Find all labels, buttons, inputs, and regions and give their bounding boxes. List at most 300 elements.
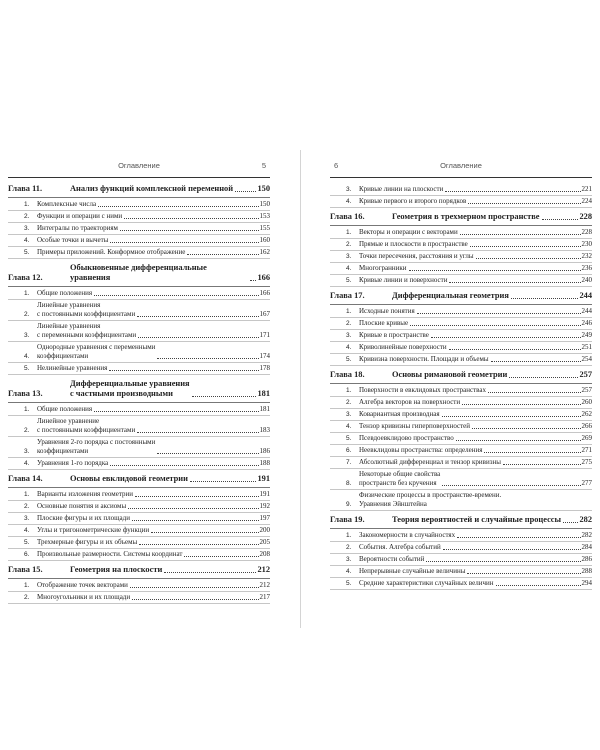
section-page: 286 (581, 555, 592, 563)
toc-chapter (8, 565, 270, 604)
section-number: 8. (346, 480, 352, 487)
chapter-heading[interactable] (330, 212, 592, 222)
toc-entry[interactable] (8, 416, 270, 437)
section-page: 228 (581, 228, 592, 236)
section-number: 5. (346, 580, 352, 587)
chapter-title: Дифференциальная геометрия (392, 291, 509, 300)
section-title: Комплексные числа (37, 200, 97, 208)
section-number: 6. (346, 447, 352, 454)
section-number: 9. (346, 501, 352, 508)
section-title: Поверхности в евклидовых пространствах (359, 386, 486, 394)
dot-leader (445, 191, 580, 192)
dot-leader (442, 416, 581, 417)
chapter-page: 212 (257, 565, 270, 574)
dot-leader (563, 522, 578, 523)
toc-entry[interactable] (330, 184, 592, 196)
section-page: 181 (259, 405, 270, 413)
section-title: Ковариантная производная (359, 410, 440, 418)
section-number: 2. (346, 399, 352, 406)
toc-entry[interactable] (330, 275, 592, 287)
section-title: Произвольные размерности. Системы координат (37, 550, 183, 558)
section-page: 246 (581, 319, 592, 327)
toc-entry[interactable] (330, 330, 592, 342)
chapter-heading[interactable] (8, 474, 270, 484)
dot-leader (138, 337, 258, 338)
section-number: 4. (346, 265, 352, 272)
section-page: 205 (259, 538, 270, 546)
section-page: 183 (259, 426, 270, 434)
section-number: 7. (346, 459, 352, 466)
dot-leader (151, 532, 258, 533)
section-title: Неевклидовы пространства: определения (359, 446, 483, 454)
chapter-title: Геометрия на плоскости (70, 565, 163, 574)
section-title: Кривые в пространстве (359, 331, 429, 339)
section-page: 224 (581, 197, 592, 205)
section-number: 4. (24, 527, 30, 534)
toc-entry[interactable] (330, 578, 592, 590)
toc-entry[interactable] (330, 196, 592, 208)
toc-entry[interactable] (8, 300, 270, 321)
toc-entry[interactable] (8, 580, 270, 592)
section-title: Линейные уравнения с переменными коэффициентами (37, 322, 137, 339)
section-title: Интегралы по траекториям (37, 224, 118, 232)
chapter-rule (330, 225, 592, 226)
toc-entry[interactable] (8, 592, 270, 604)
section-page: 266 (581, 422, 592, 430)
toc-entry[interactable] (330, 566, 592, 578)
toc-entry[interactable] (330, 457, 592, 469)
dot-leader (488, 392, 581, 393)
section-title: Однородные уравнения с переменными коэффициентами (37, 343, 156, 360)
section-number: 2. (24, 311, 30, 318)
toc-chapter (330, 515, 592, 590)
section-page: 260 (581, 398, 592, 406)
toc-entry[interactable] (8, 458, 270, 470)
section-title: Кривые линии и поверхности (359, 276, 448, 284)
section-page: 284 (581, 543, 592, 551)
section-number: 2. (346, 320, 352, 327)
section-number: 3. (24, 225, 30, 232)
dot-leader (120, 230, 259, 231)
chapter-rule (8, 286, 270, 287)
toc-entry[interactable] (8, 223, 270, 235)
section-number: 3. (346, 556, 352, 563)
section-number: 2. (24, 213, 30, 220)
toc-chapter (8, 184, 270, 259)
toc-chapter (8, 263, 270, 375)
dot-leader (135, 496, 259, 497)
section-number: 1. (24, 491, 30, 498)
chapter-page: 150 (257, 184, 270, 193)
section-title: Многогранники (359, 264, 407, 272)
page-left (8, 161, 270, 604)
chapter-heading[interactable] (330, 370, 592, 380)
section-title: Исходные понятия (359, 307, 415, 315)
dot-leader (442, 485, 580, 486)
section-page: 240 (581, 276, 592, 284)
section-number: 4. (346, 198, 352, 205)
dot-leader (250, 280, 256, 281)
chapter-page: 191 (257, 474, 270, 483)
toc-entry[interactable] (330, 397, 592, 409)
chapter-rule (330, 304, 592, 305)
chapter-rule (330, 528, 592, 529)
toc-entry[interactable] (8, 513, 270, 525)
page-number: 5 (261, 161, 266, 170)
section-page: 271 (581, 446, 592, 454)
dot-leader (109, 370, 258, 371)
toc-entry[interactable] (8, 537, 270, 549)
section-number: 4. (24, 353, 30, 360)
section-page: 244 (581, 307, 592, 315)
section-title: Закономерности в случайностях (359, 531, 456, 539)
chapter-number: Глава 17. (330, 291, 365, 300)
chapter-number: Глава 11. (8, 184, 43, 193)
running-header-title: Оглавление (118, 161, 160, 170)
dot-leader (157, 358, 258, 359)
toc-entry[interactable] (330, 385, 592, 397)
dot-leader (484, 452, 580, 453)
section-title: Уравнения 1-го порядка (37, 459, 109, 467)
running-header-title: Оглавление (440, 161, 482, 170)
chapter-heading[interactable] (8, 379, 270, 399)
section-page: 192 (259, 502, 270, 510)
section-number: 4. (24, 237, 30, 244)
section-page: 230 (581, 240, 592, 248)
section-title: Общие положения (37, 405, 93, 413)
chapter-page: 166 (257, 273, 270, 282)
dot-leader (431, 337, 581, 338)
section-page: 153 (259, 212, 270, 220)
section-number: 3. (24, 332, 30, 339)
toc-entry[interactable] (330, 469, 592, 490)
section-title: Функции и операции с ними (37, 212, 123, 220)
toc-list (8, 184, 270, 604)
section-title: Векторы и операции с векторами (359, 228, 458, 236)
section-number: 5. (346, 356, 352, 363)
section-number: 4. (346, 568, 352, 575)
section-page: 208 (259, 550, 270, 558)
chapter-rule (8, 402, 270, 403)
section-title: События. Алгебра событий (359, 543, 441, 551)
chapter-rule (8, 197, 270, 198)
section-title: Углы и тригонометрические функции (37, 526, 150, 534)
toc-entry[interactable] (8, 247, 270, 259)
toc-entry[interactable] (330, 409, 592, 421)
chapter-heading[interactable] (8, 263, 270, 283)
section-number: 3. (346, 186, 352, 193)
dot-leader (137, 432, 258, 433)
toc-entry[interactable] (8, 489, 270, 501)
dot-leader (139, 544, 258, 545)
section-page: 221 (581, 185, 592, 193)
section-page: 160 (259, 236, 270, 244)
toc-list (330, 212, 592, 590)
dot-leader (417, 313, 581, 314)
toc-chapter (330, 291, 592, 366)
page-right (330, 161, 592, 590)
section-number: 5. (346, 277, 352, 284)
section-title: Абсолютный дифференциал и тензор кривизны (359, 458, 501, 466)
toc-entry[interactable] (330, 433, 592, 445)
dot-leader (443, 549, 581, 550)
toc-chapter (8, 379, 270, 470)
dot-leader (94, 295, 258, 296)
dot-leader (467, 573, 580, 574)
section-number: 5. (24, 249, 30, 256)
dot-leader (124, 218, 258, 219)
toc-entry[interactable] (8, 199, 270, 211)
dot-leader (132, 520, 259, 521)
header-rule (330, 177, 592, 178)
dot-leader (542, 219, 579, 220)
toc-chapter (8, 474, 270, 561)
section-page: 257 (581, 386, 592, 394)
section-number: 1. (24, 582, 30, 589)
section-page: 186 (259, 447, 270, 455)
section-page: 236 (581, 264, 592, 272)
section-page: 269 (581, 434, 592, 442)
section-title: Общие положения (37, 289, 93, 297)
chapter-heading[interactable] (330, 291, 592, 301)
section-title: Линейное уравнение с постоянными коэффициентами (37, 417, 136, 434)
section-number: 3. (346, 332, 352, 339)
dot-leader (157, 453, 258, 454)
chapter-heading[interactable] (8, 184, 270, 194)
toc-entry[interactable] (8, 549, 270, 561)
section-page: 200 (259, 526, 270, 534)
section-title: Многоугольники и их площади (37, 593, 131, 601)
section-page: 288 (581, 567, 592, 575)
dot-leader (456, 440, 581, 441)
section-number: 1. (24, 406, 30, 413)
section-title: Точки пересечения, расстояния и углы (359, 252, 474, 260)
section-title: Криволинейные поверхности (359, 343, 447, 351)
chapter-title: Геометрия в трехмерном пространстве (392, 212, 540, 221)
dot-leader (110, 242, 258, 243)
chapter-number: Глава 13. (8, 389, 43, 398)
section-page: 249 (581, 331, 592, 339)
dot-leader (164, 572, 256, 573)
section-page: 155 (259, 224, 270, 232)
toc-entry[interactable] (330, 530, 592, 542)
section-number: 2. (346, 544, 352, 551)
dot-leader (472, 428, 580, 429)
toc-entry[interactable] (8, 501, 270, 513)
section-page: 282 (581, 531, 592, 539)
section-page: 294 (581, 579, 592, 587)
section-page: 217 (259, 593, 270, 601)
section-number: 1. (346, 532, 352, 539)
section-page: 150 (259, 200, 270, 208)
section-title: Кривизна поверхности. Площади и объемы (359, 355, 489, 363)
toc-entry[interactable] (330, 318, 592, 330)
running-header (330, 161, 592, 173)
section-page: 174 (259, 352, 270, 360)
section-page: 254 (581, 355, 592, 363)
dot-leader (409, 270, 581, 271)
chapter-title: Дифференциальные уравнения с частными производными (70, 379, 190, 398)
section-number: 2. (24, 427, 30, 434)
toc-entry[interactable] (8, 321, 270, 342)
section-number: 1. (24, 201, 30, 208)
section-title: Псевдоевклидово пространство (359, 434, 454, 442)
section-title: Основные понятия и аксиомы (37, 502, 127, 510)
chapter-rule (330, 383, 592, 384)
toc-entry[interactable] (8, 342, 270, 363)
toc-entry[interactable] (330, 251, 592, 263)
section-page: 166 (259, 289, 270, 297)
section-number: 4. (346, 344, 352, 351)
dot-leader (468, 203, 580, 204)
section-page: 232 (581, 252, 592, 260)
section-number: 1. (346, 229, 352, 236)
section-number: 2. (346, 241, 352, 248)
section-page: 277 (581, 479, 592, 487)
dot-leader (132, 599, 258, 600)
toc-entry[interactable] (330, 227, 592, 239)
dot-leader (98, 206, 258, 207)
section-number: 3. (346, 411, 352, 418)
toc-entry[interactable] (330, 306, 592, 318)
section-title: Некоторые общие свойства пространств без кручения (359, 470, 441, 487)
section-page: 262 (581, 410, 592, 418)
dot-leader (110, 465, 258, 466)
dot-leader (137, 316, 258, 317)
dot-leader (184, 556, 258, 557)
section-title: Физические процессы в пространстве-времени. Уравнения Эйнштейна (359, 491, 502, 508)
section-title: Кривые линии на плоскости (359, 185, 444, 193)
section-title: Плоские фигуры и их площади (37, 514, 130, 522)
page-gutter (300, 150, 301, 628)
toc-chapter (330, 370, 592, 511)
dot-leader (128, 508, 258, 509)
chapter-number: Глава 12. (8, 273, 43, 282)
toc-chapter (330, 212, 592, 287)
toc-entry[interactable] (330, 490, 592, 511)
dot-leader (460, 234, 581, 235)
dot-leader (462, 404, 580, 405)
dot-leader (491, 361, 581, 362)
toc-entry[interactable] (8, 363, 270, 375)
section-number: 2. (24, 503, 30, 510)
dot-leader (476, 258, 581, 259)
section-number: 2. (24, 594, 30, 601)
chapter-heading[interactable] (8, 565, 270, 575)
chapter-number: Глава 19. (330, 515, 365, 524)
dot-leader (187, 254, 258, 255)
section-page: 167 (259, 310, 270, 318)
dot-leader (130, 587, 259, 588)
toc-entry[interactable] (8, 437, 270, 458)
toc-entry[interactable] (8, 288, 270, 300)
toc-entry[interactable] (330, 342, 592, 354)
section-page: 251 (581, 343, 592, 351)
toc-entry[interactable] (330, 554, 592, 566)
section-number: 1. (346, 308, 352, 315)
section-title: Прямые и плоскости в пространстве (359, 240, 468, 248)
section-page: 188 (259, 459, 270, 467)
dot-leader (190, 481, 256, 482)
section-title: Непрерывные случайные величины (359, 567, 466, 575)
dot-leader (192, 396, 257, 397)
dot-leader (426, 561, 580, 562)
running-header (8, 161, 270, 173)
dot-leader (449, 349, 581, 350)
toc-entry[interactable] (330, 239, 592, 251)
dot-leader (503, 464, 581, 465)
dot-leader (470, 246, 581, 247)
section-number: 5. (24, 539, 30, 546)
section-page: 171 (259, 331, 270, 339)
toc-entry[interactable] (8, 525, 270, 537)
toc-entry[interactable] (330, 542, 592, 554)
page-number: 6 (334, 161, 339, 170)
chapter-number: Глава 18. (330, 370, 365, 379)
toc-entry[interactable] (330, 445, 592, 457)
toc-entry[interactable] (330, 421, 592, 433)
chapter-rule (8, 578, 270, 579)
section-number: 3. (346, 253, 352, 260)
section-title: Нелинейные уравнения (37, 364, 108, 372)
chapter-title: Обыкновенные дифференциальные уравнения (70, 263, 207, 282)
chapter-number: Глава 15. (8, 565, 43, 574)
section-number: 5. (346, 435, 352, 442)
toc-carry-entries (330, 184, 592, 208)
section-title: Трехмерные фигуры и их объемы (37, 538, 138, 546)
chapter-page: 244 (579, 291, 592, 300)
section-number: 4. (346, 423, 352, 430)
section-title: Линейные уравнения с постоянными коэффициентами (37, 301, 136, 318)
chapter-rule (8, 487, 270, 488)
toc-entry[interactable] (8, 211, 270, 223)
dot-leader (496, 585, 581, 586)
chapter-title: Основы римановой геометрии (392, 370, 508, 379)
section-title: Кривые первого и второго порядков (359, 197, 467, 205)
section-title: Средние характеристики случайных величин (359, 579, 494, 587)
chapter-title: Анализ функций комплексной переменной (70, 184, 234, 193)
section-title: Алгебра векторов на поверхности (359, 398, 461, 406)
chapter-number: Глава 16. (330, 212, 365, 221)
toc-entry[interactable] (8, 235, 270, 247)
chapter-title: Теория вероятностей и случайные процессы (392, 515, 562, 524)
section-number: 1. (24, 290, 30, 297)
dot-leader (457, 537, 580, 538)
chapter-heading[interactable] (330, 515, 592, 525)
chapter-page: 282 (579, 515, 592, 524)
section-title: Вероятности событий (359, 555, 425, 563)
section-number: 3. (24, 448, 30, 455)
chapter-page: 228 (579, 212, 592, 221)
dot-leader (511, 298, 579, 299)
header-rule (8, 177, 270, 178)
toc-entry[interactable] (330, 354, 592, 366)
section-title: Уравнения 2-го порядка с постоянными коэффициентами (37, 438, 156, 455)
section-page: 162 (259, 248, 270, 256)
chapter-title: Основы евклидовой геометрии (70, 474, 188, 483)
section-title: Плоские кривые (359, 319, 409, 327)
toc-entry[interactable] (8, 404, 270, 416)
dot-leader (449, 282, 580, 283)
section-number: 1. (346, 387, 352, 394)
dot-leader (235, 191, 256, 192)
section-title: Варианты изложения геометрии (37, 490, 133, 498)
section-title: Отображение точек векторами (37, 581, 128, 589)
section-number: 4. (24, 460, 30, 467)
dot-leader (410, 325, 580, 326)
toc-entry[interactable] (330, 263, 592, 275)
dot-leader (509, 377, 578, 378)
